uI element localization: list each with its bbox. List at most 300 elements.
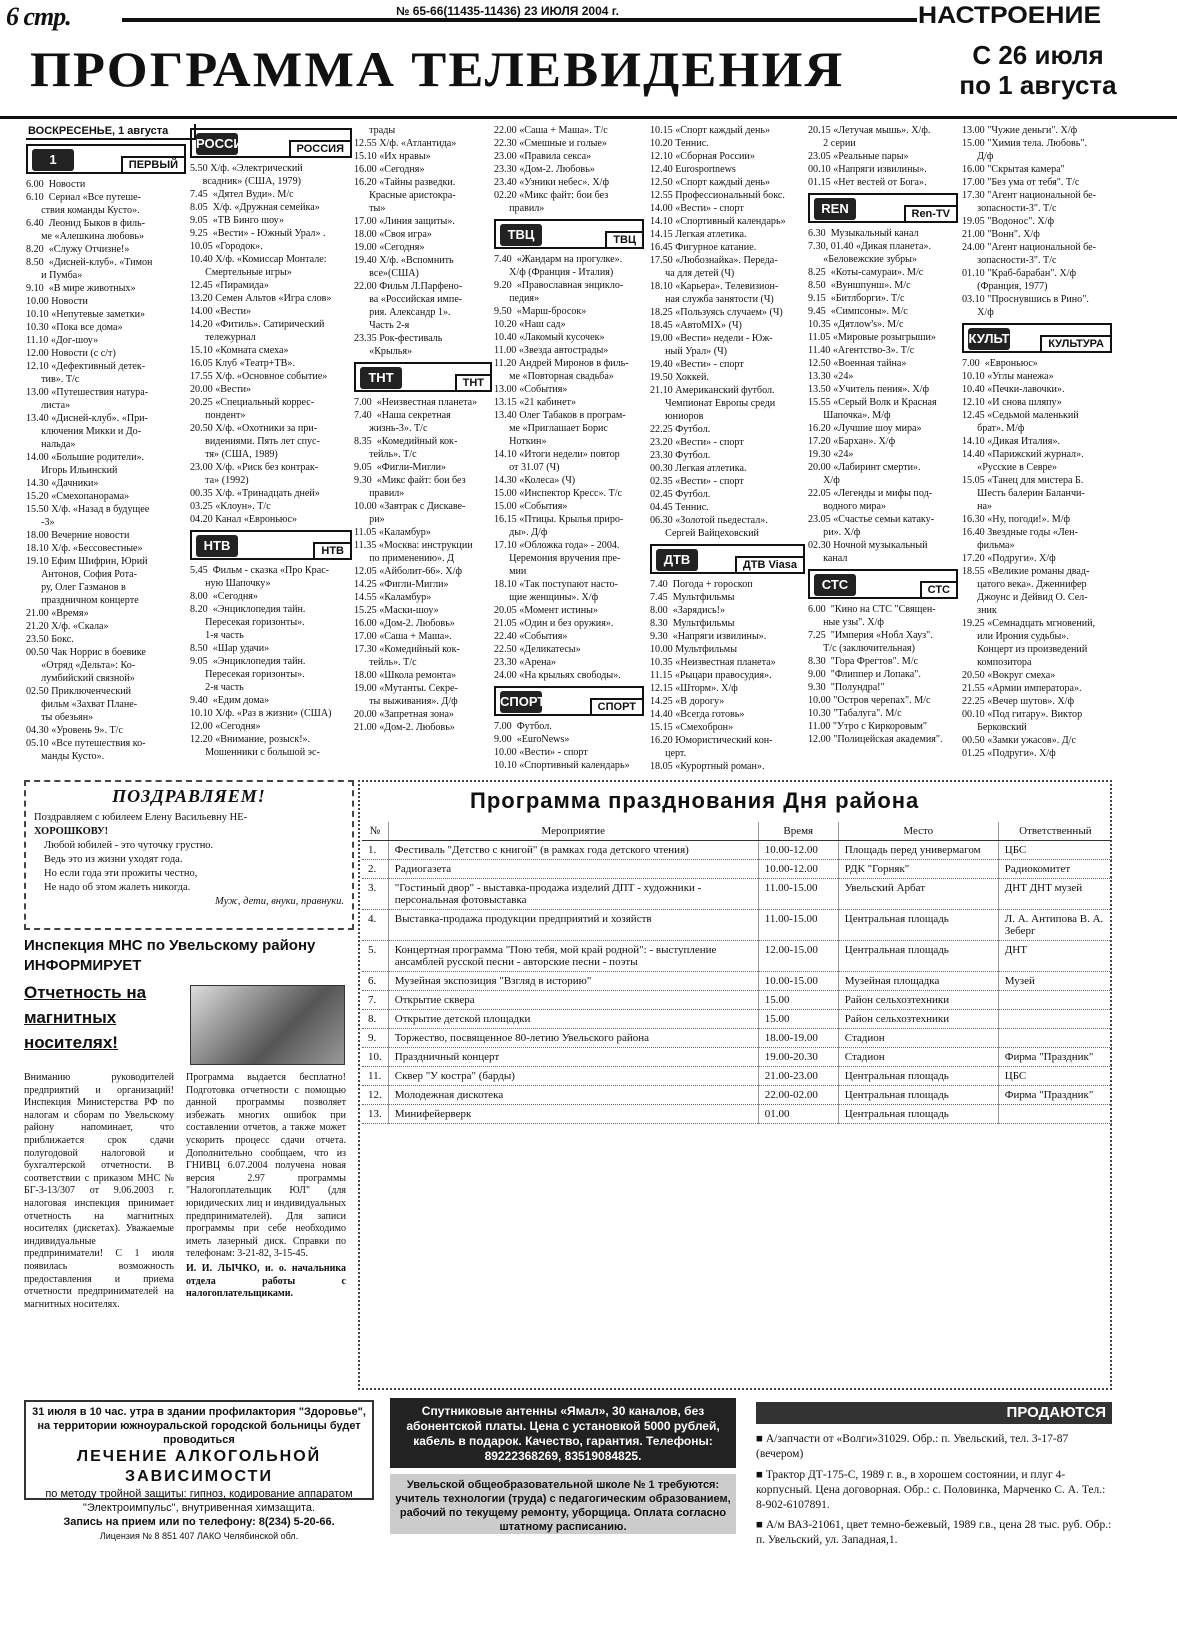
program-line: 23.00 Х/ф. «Риск без контрак- (190, 462, 319, 473)
program-line: 05.10 «Все путешествия ко- (26, 738, 146, 749)
program-line: 23.20 «Вести» - спорт (650, 437, 744, 448)
program-line: 9.00 «EuroNews» (494, 734, 570, 745)
program-line: 15.00 "Химия тела. Любовь". (962, 138, 1088, 149)
event-responsible (998, 1010, 1112, 1029)
channel-name: СТС (920, 581, 956, 597)
program-line: водного мира» (808, 501, 886, 512)
program-line: 14.10 «Итоги недели» повтор (494, 449, 620, 460)
channel-name: Ren-TV (904, 205, 957, 221)
program-line: Мошенники с большой эс- (190, 747, 320, 758)
program-line: 03.10 "Проснувшись в Рино". (962, 294, 1089, 305)
program-line: ты» (354, 203, 386, 214)
program-line: 16.40 Звездные годы «Лен- (962, 527, 1078, 538)
program-line: манды Кусто». (26, 751, 105, 762)
program-line: 13.15 «21 кабинет» (494, 397, 577, 408)
program-line: 9.50 «Марш-бросок» (494, 306, 587, 317)
program-line: 12.20 «Внимание, розыск!». (190, 734, 311, 745)
program-line: Шесть балерин Баланчи- (962, 488, 1085, 499)
event-name: Праздничный концерт (388, 1048, 758, 1067)
channel-logo (650, 544, 805, 574)
event-time: 21.00-23.00 (758, 1067, 838, 1086)
event-name: Минифейерверк (388, 1105, 758, 1124)
program-line: 02.35 «Вести» - спорт (650, 476, 744, 487)
program-line: ча для детей (Ч) (650, 268, 735, 279)
tv-column-2 (190, 124, 352, 764)
program-line: «Отряд «Дельта»: Ко- (26, 660, 136, 671)
col-header: Место (838, 822, 998, 841)
program-line: 16.30 «Ну, погоди!». М/ф (962, 514, 1071, 525)
festival-row (362, 1067, 1112, 1086)
program-line: 10.05 «Городок». (190, 241, 263, 252)
channel-name: СПОРТ (590, 698, 642, 714)
program-line: «Беловежские зубры» (808, 254, 918, 265)
program-line: нальда» (26, 439, 76, 450)
program-line: 22.00 Фильм Л.Парфено- (354, 281, 463, 292)
program-line: 12.00 Новости (с с/т) (26, 348, 116, 359)
channel-mark: НТВ (196, 535, 238, 557)
program-line: Чемпионат Европы среди (650, 398, 776, 409)
channel-mark: REN (814, 198, 856, 220)
program-line: 14.10 «Спортивный календарь» (650, 216, 786, 227)
program-line: тейль». Т/с (354, 449, 417, 460)
program-line: 21.00 «Время» (26, 608, 89, 619)
program-line: 10.40 Х/ф. «Комиссар Монтале: (190, 254, 327, 265)
program-line: 17.55 Х/ф. «Основное событие» (190, 371, 328, 382)
program-line: 02.45 Футбол. (650, 489, 711, 500)
program-line: 19.50 Хоккей. (650, 372, 709, 383)
tv-column-1 (26, 124, 186, 764)
tax-inspection-text-right (186, 1072, 346, 1301)
program-line: 2 серии (808, 138, 856, 149)
program-line: 23.40 «Узники небес». Х/ф (494, 177, 609, 188)
sale-item-text: А/м ВАЗ-21061, цвет темно-бежевый, 1989 г.в., цена 28 тыс. руб. Обр.: п. Увельский, ул. Западная,1. (756, 1519, 1112, 1546)
event-time: 10.00-12.00 (758, 860, 838, 879)
program-line: 20.05 «Момент истины» (494, 605, 598, 616)
program-line: 04.20 Канал «Евроньюс» (190, 514, 297, 525)
program-line: 9.25 «Вести» - Южный Урал» . (190, 228, 326, 239)
event-responsible (998, 991, 1112, 1010)
program-line: 15.05 «Танец для мистера Б. (962, 475, 1084, 486)
program-line: 23.30 Футбол. (650, 450, 711, 461)
program-line: зник (962, 605, 997, 616)
program-line: ру, Олег Газманов в (26, 582, 126, 593)
program-line: видениями. Пять лет спус- (190, 436, 320, 447)
channel-logo (190, 128, 352, 158)
program-line: на» (962, 501, 993, 512)
program-line: 19.30 «24» (808, 449, 854, 460)
event-time: 10.00-12.00 (758, 841, 838, 860)
program-line: 17.20 «Бархан». Х/ф (808, 436, 896, 447)
festival-header-row (362, 822, 1112, 841)
congrats-line: Поздравляем с юбилеем Елену Васильевну НЕ- (34, 812, 248, 823)
program-line: 22.25 Футбол. (650, 424, 711, 435)
program-line: 8.50 «Шар удачи» (190, 643, 270, 654)
antenna-ad: Спутниковые антенны «Ямал», 30 каналов, без абонентской платы. Цена с установкой 5000 рублей, кабель в подарок. Качество, гарантия. Телефоны: 89222368269, 83519084825. (390, 1398, 736, 1468)
issue-line: № 65-66(11435-11436) 23 ИЮЛЯ 2004 г. (390, 4, 625, 18)
event-name: "Гостиный двор" - выставка-продажа изделий ДПТ - художники - персональная фотовыставка (388, 879, 758, 910)
program-line: 20.00 «Запретная зона» (354, 709, 454, 720)
program-line: 13.00 "Чужие деньги". Х/ф (962, 125, 1078, 136)
program-line: 7.45 «Дятел Вуди». М/с (190, 189, 294, 200)
program-line: 10.20 «Наш сад» (494, 319, 566, 330)
program-line: (Франция, 1977) (962, 281, 1048, 292)
program-line: ме «Алешкина любовь» (26, 231, 145, 242)
sale-item: ■ А/м ВАЗ-21061, цвет темно-бежевый, 1989 г.в., цена 28 тыс. руб. Обр.: п. Увельский, ул. Западная,1. (756, 1519, 1112, 1546)
event-name: Молодежная дискотека (388, 1086, 758, 1105)
clinic-ad-intro: 31 июля в 10 час. утра в здании профилактория "Здоровье", на территории южноуральской городской больницы будет проводиться (32, 1406, 366, 1446)
congrats-line: ХОРОШКОВУ! (34, 826, 109, 837)
tv-column-7 (962, 124, 1112, 764)
program-line: 12.00 «Сегодня» (190, 721, 261, 732)
event-time: 12.00-15.00 (758, 941, 838, 972)
program-line: 10.00 Мультфильмы (650, 644, 737, 655)
program-line: 10.00 Новости (26, 296, 88, 307)
channel-name: НТВ (313, 542, 350, 558)
program-line: 22.30 «Смешные и голые» (494, 138, 607, 149)
program-line: 23.35 Рок-фестиваль (354, 333, 443, 344)
program-line: 16.20 Юмористический кон- (650, 735, 773, 746)
event-place: Район сельхозтехники (838, 991, 998, 1010)
program-line: 8.25 «Коты-самураи». М/с (808, 267, 924, 278)
program-line: 17.10 «Обложка года» - 2004. (494, 540, 620, 551)
channel-mark: СТС (814, 574, 856, 596)
event-responsible: ДНТ (998, 941, 1112, 972)
event-time: 18.00-19.00 (758, 1029, 838, 1048)
program-line: Церемония вручения пре- (494, 553, 621, 564)
col-header: Мероприятие (388, 822, 758, 841)
program-line: 1-я часть (190, 630, 244, 641)
date-range (918, 40, 1158, 100)
program-line: 8.05 Х/ф. «Дружная семейка» (190, 202, 320, 213)
program-line: 21.00 «Дом-2. Любовь» (354, 722, 455, 733)
program-line: 14.40 «Парижский журнал». (962, 449, 1084, 460)
program-line: 12.00 "Полицейская академия". (808, 734, 943, 745)
event-time: 22.00-02.00 (758, 1086, 838, 1105)
event-name: Открытие детской площадки (388, 1010, 758, 1029)
program-line: 14.25 «Фигли-Мигли» (354, 579, 449, 590)
program-line: 16.20 «Лучшие шоу мира» (808, 423, 922, 434)
program-line: цатого века». Дженнифер (962, 579, 1087, 590)
program-line: 8.00 «Сегодня» (190, 591, 258, 602)
program-line: 10.15 «Спорт каждый день» (650, 125, 771, 136)
program-line: 18.10 Х/ф. «Бессовестные» (26, 543, 143, 554)
program-line: 20.00 «Лабиринт смерти». (808, 462, 921, 473)
event-responsible: ЦБС (998, 841, 1112, 860)
event-place: Центральная площадь (838, 1105, 998, 1124)
event-place: РДК "Горняк" (838, 860, 998, 879)
program-line: 12.55 Профессиональный бокс. (650, 190, 785, 201)
program-line: 14.40 «Всегда готовь» (650, 709, 745, 720)
program-line: 8.35 «Комедийный кок- (354, 436, 458, 447)
col-header: № (362, 822, 388, 841)
program-line: 15.50 Х/ф. «Назад в будущее (26, 504, 150, 515)
festival-rows (362, 841, 1112, 1124)
event-responsible: Фирма "Праздник" (998, 1086, 1112, 1105)
program-line: листа» (26, 400, 71, 411)
program-line: 19.00 «Сегодня» (354, 242, 425, 253)
program-line: 22.25 «Вечер шутов». Х/ф (962, 696, 1075, 707)
col-header: Время (758, 822, 838, 841)
row-number: 7. (362, 991, 388, 1010)
program-line: 04.45 Теннис. (650, 502, 709, 513)
program-line: 10.40 «Лакомый кусочек» (494, 332, 605, 343)
program-line: 13.40 Олег Табаков в програм- (494, 410, 626, 421)
program-line: 20.25 «Специальный коррес- (190, 397, 315, 408)
program-line: 24.00 «На крыльях свободы». (494, 670, 621, 681)
event-time: 01.00 (758, 1105, 838, 1124)
tax-inspection-signature: И. И. ЛЫЧКО, и. о. начальника отдела работы с налогоплательщиками. (186, 1262, 346, 1300)
program-line: ная служба занятости (Ч) (650, 294, 774, 305)
program-line: 10.00 «Завтрак с Дискаве- (354, 501, 466, 512)
program-line: та» (1992) (190, 475, 249, 486)
program-line: праздничном концерте (26, 595, 139, 606)
program-line: 12.45 «Пирамида» (190, 280, 269, 291)
program-line: рия. Александр 1». (354, 307, 451, 318)
festival-row (362, 991, 1112, 1010)
program-line: ва «Российская импе- (354, 294, 463, 305)
program-line: 11.35 «Москва: инструкции (354, 540, 473, 551)
congratulations-title: ПОЗДРАВЛЯЕМ! (112, 786, 266, 806)
program-line: 14.00 «Вести» - спорт (650, 203, 744, 214)
date-range-end: по 1 августа (959, 70, 1117, 100)
program-line: 20.50 Х/ф. «Охотники за при- (190, 423, 318, 434)
program-line: канал (808, 553, 848, 564)
program-line: 20.50 «Вокруг смеха» (962, 670, 1056, 681)
program-line: Сергей Вайцеховский (650, 528, 759, 539)
event-responsible: Музей (998, 972, 1112, 991)
program-line: 9.30 «Напряги извилины». (650, 631, 767, 642)
festival-row (362, 1105, 1112, 1124)
program-line: Шапочка». М/ф (808, 410, 891, 421)
channel-mark: РОССИЯ (196, 133, 238, 155)
program-line: ключения Микки и До- (26, 426, 142, 437)
program-line: 01.25 «Подруги». Х/ф (962, 748, 1056, 759)
program-line: 14.00 «Большие родители». (26, 452, 145, 463)
program-line: 10.35 «Дятлоw's». М/с (808, 319, 904, 330)
row-number: 1. (362, 841, 388, 860)
building-photo (190, 985, 345, 1065)
program-line: 02.20 «Микс файт: бои без (494, 190, 609, 201)
page-title: ПРОГРАММА ТЕЛЕВИДЕНИЯ (30, 41, 845, 97)
program-line: трады (354, 125, 396, 136)
tax-inspection-subtitle: Отчетность на магнитных носителях! (24, 983, 147, 1052)
program-line: 22.40 «События» (494, 631, 568, 642)
channel-name: ПЕРВЫЙ (121, 156, 184, 172)
program-line: 17.00 «Саша + Маша». (354, 631, 452, 642)
clinic-ad-license: Лицензия № 8 851 407 ЛАКО Челябинской обл. (99, 1531, 299, 1541)
program-line: Х/ф (Франция - Италия) (494, 267, 614, 278)
date-range-start: С 26 июля (972, 40, 1104, 70)
program-line: 21.05 «Один и без оружия». (494, 618, 614, 629)
school-ad: Увельской общеобразовательной школе № 1 требуются: учитель технологии (труда) с педагогическим образованием, рабочий по текущему ремонту, уборщица. Оплата согласно штатному расписанию. (390, 1474, 736, 1534)
program-line: 00.10 «Под гитару». Виктор (962, 709, 1083, 720)
program-line: 16.45 Фигурное катание. (650, 242, 757, 253)
program-line: 22.05 «Легенды и мифы под- (808, 488, 933, 499)
row-number: 8. (362, 1010, 388, 1029)
program-line: 9.10 «В мире животных» (26, 283, 136, 294)
channel-name: ТВЦ (605, 231, 642, 247)
program-line: 24.00 "Агент национальной бе- (962, 242, 1097, 253)
program-line: 23.30 «Арена» (494, 657, 557, 668)
program-line: зопасности-3". Т/с (962, 203, 1057, 214)
program-line: 11.00 «Звезда автострады» (494, 345, 609, 356)
program-line: 8.00 «Зарядись!» (650, 605, 726, 616)
program-line: 21.00 "Вонн". Х/ф (962, 229, 1040, 240)
program-line: 6.30 Музыкальный канал (808, 228, 919, 239)
festival-row (362, 1010, 1112, 1029)
congrats-line: Ведь это из жизни уходят года. (44, 854, 183, 865)
program-line: 00.10 «Напряги извилины». (808, 164, 927, 175)
program-line: фильма» (962, 540, 1015, 551)
channel-name: ТНТ (455, 374, 490, 390)
event-place: Центральная площадь (838, 1086, 998, 1105)
program-line: 6.00 "Кино на СТС "Священ- (808, 604, 936, 615)
congrats-signature: Муж, дети, внуки, правнуки. (214, 896, 344, 907)
tv-column-4 (494, 124, 644, 771)
event-responsible (998, 1105, 1112, 1124)
event-name: Фестиваль "Детство с книгой" (в рамках года детского чтения) (388, 841, 758, 860)
event-place: Музейная площадка (838, 972, 998, 991)
program-line: Игорь Ильинский (26, 465, 118, 476)
program-line: Д/ф (962, 151, 994, 162)
festival-row (362, 941, 1112, 972)
program-line: или Ирония судьбы». (962, 631, 1069, 642)
tax-inspection-text: Программа выдается бесплатно! Подготовка отчетности с помощью данной программы позволяет избежать многих ошибок при составлении отчетов, а также может ускорить процесс сдачи отчета. Дополнительно сообщаем, что из ГНИВЦ 6.07.2004 получена новая версия 2.97 программы "Налогоплательщик ЮЛ" (для юридических лиц и индивидуальных предпринимателей). Для записи программы при себе необходимо иметь лазерный диск. Справки по телефонам: 3-21-82, 3-15-45. (186, 1072, 346, 1260)
program-line: 9.05 «ТВ Бинго шоу» (190, 215, 285, 226)
program-line: 7.00 «Евроньюс» (962, 358, 1038, 369)
program-line: педия» (494, 293, 540, 304)
row-number: 3. (362, 879, 388, 910)
event-name: Открытие сквера (388, 991, 758, 1010)
channel-mark: ТНТ (360, 367, 402, 389)
tv-column-3 (354, 124, 492, 764)
event-place: Центральная площадь (838, 941, 998, 972)
day-heading: ВОСКРЕСЕНЬЕ, 1 августа (26, 124, 196, 140)
row-number: 4. (362, 910, 388, 941)
program-line: «Русские в Севре» (962, 462, 1058, 473)
program-line: 8.50 «Дисней-клуб». «Тимон (26, 257, 153, 268)
program-line: 7.30, 01.40 «Дикая планета». (808, 241, 932, 252)
program-line: 04.30 «Уровень 9». Т/с (26, 725, 123, 736)
clinic-ad-phone: Запись на прием или по телефону: 8(234) 5-20-66. (63, 1516, 335, 1528)
program-line: 01.10 "Краб-барабан". Х/ф (962, 268, 1077, 279)
program-line: 10.10 «Непутевые заметки» (26, 309, 146, 320)
event-time: 11.00-15.00 (758, 879, 838, 910)
program-line: Х/ф (962, 307, 994, 318)
sale-item-text: Трактор ДТ-175-С, 1989 г. в., в хорошем состоянии, и плуг 4-корпусный. Цена договорная. Обр.: с. Половинка, Марченко С. А. Тел.: 8-902-6107891. (756, 1469, 1106, 1511)
program-line: 01.15 «Нет вестей от Бога». (808, 177, 927, 188)
festival-row (362, 841, 1112, 860)
program-line: тив». Т/с (26, 374, 80, 385)
program-line: 11.10 «Дог-шоу» (26, 335, 99, 346)
program-line: все»(США) (354, 268, 419, 279)
program-line: 18.00 «Своя игра» (354, 229, 432, 240)
program-line: 19.05 "Водонос". Х/ф (962, 216, 1055, 227)
program-line: 02.30 Ночной музыкальный (808, 540, 928, 551)
program-line: 15.20 «Смехопанорама» (26, 491, 130, 502)
program-line: 12.50 «Спорт каждый день» (650, 177, 771, 188)
program-line: 19.40 «Вести» - спорт (650, 359, 744, 370)
program-line: ные узы". Х/ф (808, 617, 884, 628)
program-line: 13.00 «События» (494, 384, 568, 395)
program-line: 14.30 «Дачники» (26, 478, 99, 489)
program-line: и Пумба» (26, 270, 83, 281)
program-line: пондент» (190, 410, 246, 421)
program-line: 10.40 «Печки-лавочки». (962, 384, 1065, 395)
channel-mark: ДТВ (656, 549, 698, 571)
program-line: 12.10 «Дефективный детек- (26, 361, 146, 372)
row-number: 12. (362, 1086, 388, 1105)
program-line: 19.10 Ефим Шифрин, Юрий (26, 556, 148, 567)
program-line: 9.30 "Полундра!" (808, 682, 885, 693)
program-line: Т/с (заключительная) (808, 643, 915, 654)
program-line: Ноткин» (494, 436, 547, 447)
clinic-ad-headline: ЛЕЧЕНИЕ АЛКОГОЛЬНОЙ ЗАВИСИМОСТИ (76, 1448, 322, 1485)
event-responsible: Л. А. Антипова В. А. Зеберг (998, 910, 1112, 941)
program-line: 9.45 «Симпсоны». М/с (808, 306, 908, 317)
program-line: 00.50 Чак Норрис в боевике (26, 647, 146, 658)
clinic-ad (24, 1400, 374, 1541)
program-line: 19.00 «Мутанты. Секре- (354, 683, 458, 694)
section-title: НАСТРОЕНИЕ (918, 2, 1102, 29)
program-line: 14.15 Легкая атлетика. (650, 229, 747, 240)
program-line: 23.05 «Счастье семьи катаку- (808, 514, 935, 525)
program-line: жизнь-3». Т/с (354, 423, 428, 434)
program-line: 7.40 «Наша секретная (354, 410, 451, 421)
program-line: 14.20 «Фитиль». Сатирический (190, 319, 325, 330)
program-line: 8.30 "Гора Фрегтов". М/с (808, 656, 919, 667)
event-time: 11.00-15.00 (758, 910, 838, 941)
program-line: 7.40 «Жандарм на прогулке». (494, 254, 623, 265)
event-place: Центральная площадь (838, 910, 998, 941)
program-line: Джоунс и Дейвид О. Сел- (962, 592, 1088, 603)
program-line: 06.30 «Золотой пьедестал». (650, 515, 768, 526)
program-line: Пересекая горизонты». (190, 617, 305, 628)
program-line: 10.10 «Спортивный календарь» (494, 760, 630, 771)
program-line: 13.40 «Дисней-клуб». «При- (26, 413, 148, 424)
program-line: 18.10 «Карьера». Телевизион- (650, 281, 779, 292)
channel-name: ДТВ Viasa (735, 556, 803, 572)
program-line: 14.30 «Колеса» (Ч) (494, 475, 576, 486)
program-line: фильм «Захват Плане- (26, 699, 138, 710)
program-line: 9.00 "Флиппер и Лопака". (808, 669, 921, 680)
program-line: 11.00 "Утро с Киркоровым" (808, 721, 928, 732)
header-rule (122, 18, 917, 22)
event-name: Сквер "У костра" (барды) (388, 1067, 758, 1086)
program-line: 20.15 «Летучая мышь». Х/ф. (808, 125, 931, 136)
festival-title: Программа празднования Дня района (470, 788, 920, 813)
program-line: 00.35 Х/ф. «Тринадцать дней» (190, 488, 320, 499)
program-line: Пересекая горизонты». (190, 669, 305, 680)
program-line: 12.45 «Седьмой маленький (962, 410, 1079, 421)
program-line: 12.10 «И снова шляпу» (962, 397, 1062, 408)
program-line: 12.40 Eurosportnews (650, 164, 736, 175)
program-line: 20.00 «Вести» (190, 384, 252, 395)
program-line: «Крылья» (354, 346, 413, 357)
channel-logo (354, 362, 492, 392)
program-line: ты выживания». Д/ф (354, 696, 458, 707)
program-line: 17.30 "Агент национальной бе- (962, 190, 1097, 201)
program-line: Берковский (962, 722, 1027, 733)
program-line: Х/ф (808, 475, 840, 486)
event-name: Радиогазета (388, 860, 758, 879)
clinic-ad-method: по методу тройной защиты: гипноз, кодирование аппаратом "Электроимпульс", внутривенная химзащита. (45, 1488, 353, 1514)
festival-row (362, 910, 1112, 941)
program-line: 14.25 «В дорогу» (650, 696, 725, 707)
program-line: 23.50 Бокс. (26, 634, 74, 645)
program-line: 18.45 «АвтоMIX» (Ч) (650, 320, 742, 331)
sale-item: ■ Трактор ДТ-175-С, 1989 г. в., в хорошем состоянии, и плуг 4-корпусный. Цена договорная. Обр.: с. Половинка, Марченко С. А. Тел.: 8-902-6107891. (756, 1469, 1106, 1511)
